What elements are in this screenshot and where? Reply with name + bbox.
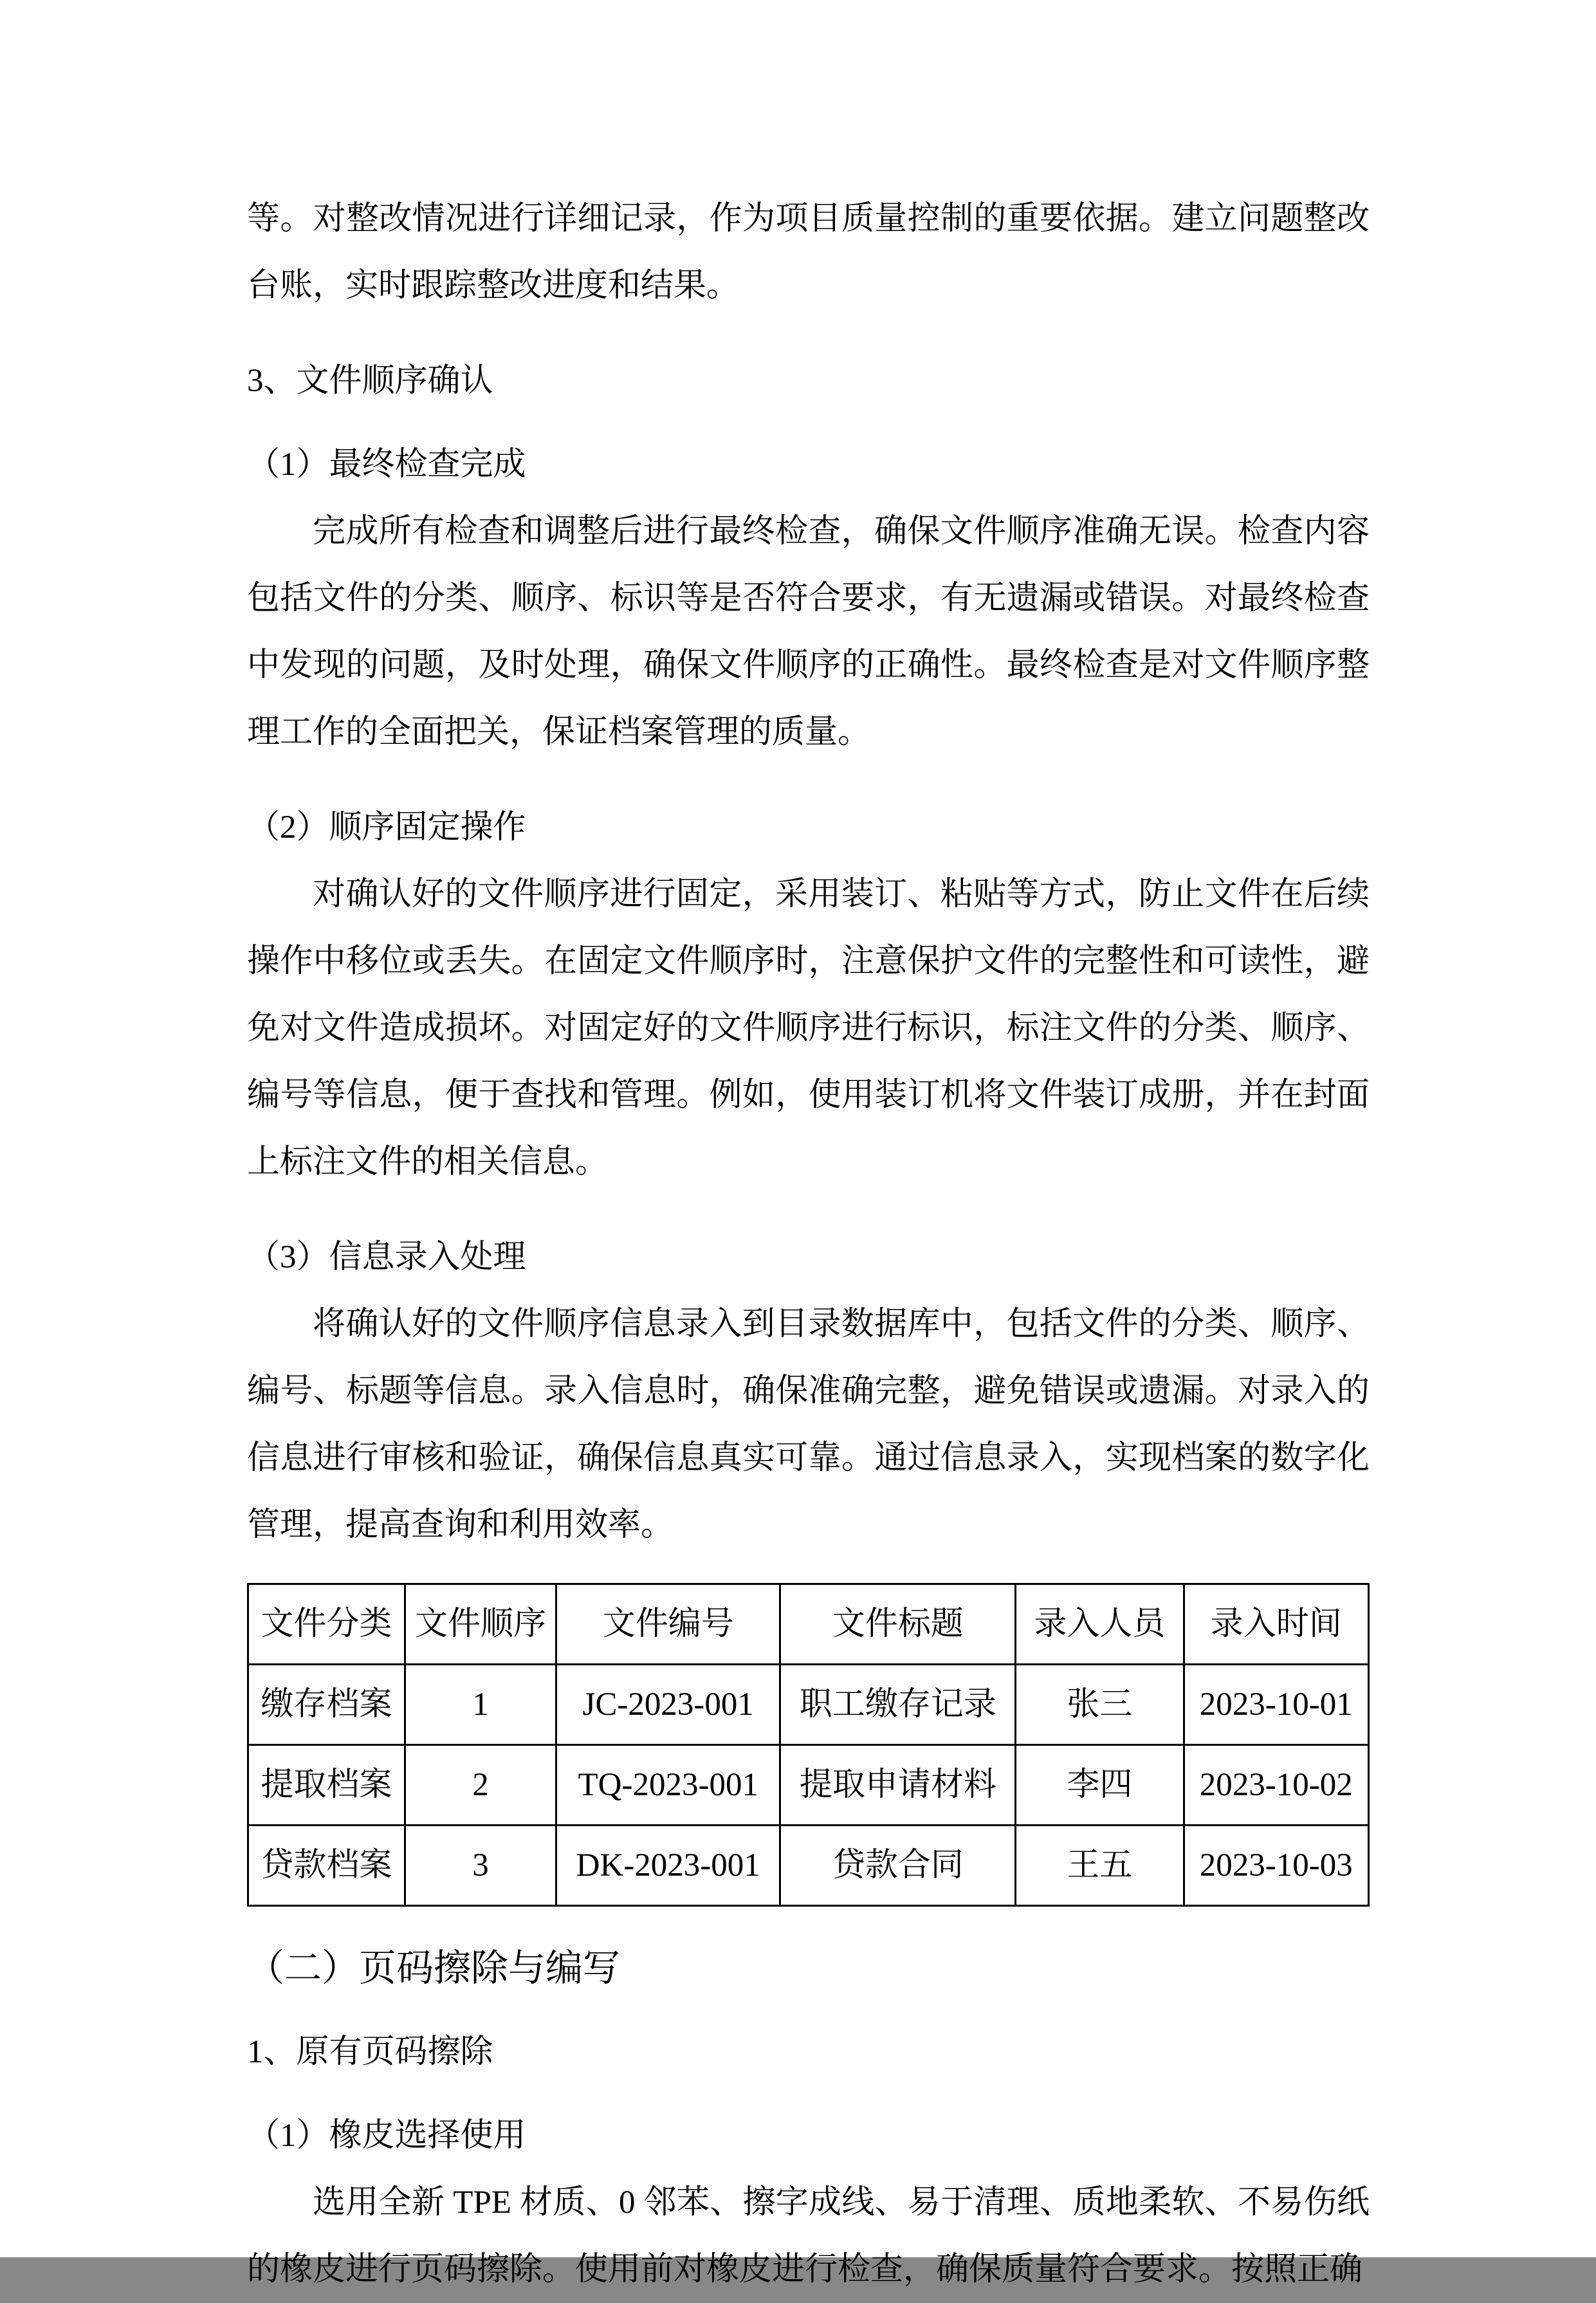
- table-cell: 1: [405, 1665, 556, 1745]
- table-cell: 提取档案: [248, 1745, 405, 1826]
- table-header-cell-entry-time: 录入时间: [1184, 1584, 1368, 1665]
- heading-sub-1-erase-old: 1、原有页码擦除: [247, 2034, 493, 2070]
- table-header-row: [248, 1584, 1369, 1665]
- table-header-cell-order: 文件顺序: [405, 1584, 556, 1665]
- table-cell: 张三: [1016, 1665, 1184, 1745]
- table-cell: JC-2023-001: [556, 1665, 780, 1745]
- table-header-cell-number: 文件编号: [556, 1584, 780, 1665]
- table-cell: 贷款合同: [780, 1826, 1016, 1906]
- table-cell: 2023-10-01: [1184, 1665, 1368, 1745]
- heading-item-1-final-check: （1）最终检查完成: [247, 447, 526, 483]
- table-cell: 2023-10-03: [1184, 1826, 1368, 1906]
- paragraph-item-3-info-entry: 将确认好的文件顺序信息录入到目录数据库中，包括文件的分类、顺序、编号、标题等信息。录入信息时，确保准确完整，避免错误或遗漏。对录入的信息进行审核和验证，确保信息真实可靠。通过信息录入，实现档案的数字化管理，提高查询和利用效率。: [247, 1306, 1370, 1543]
- table-cell: 2: [405, 1745, 556, 1826]
- table-header-cell-title: 文件标题: [780, 1584, 1016, 1665]
- table-cell: 王五: [1016, 1826, 1184, 1906]
- table-cell: 提取申请材料: [780, 1745, 1016, 1826]
- table-cell: TQ-2023-001: [556, 1745, 780, 1826]
- table-cell: DK-2023-001: [556, 1826, 780, 1906]
- paragraph-item-1-final-check: 完成所有检查和调整后进行最终检查，确保文件顺序准确无误。检查内容包括文件的分类、顺序、标识等是否符合要求，有无遗漏或错误。对最终检查中发现的问题，及时处理，确保文件顺序的正确性。最终检查是对文件顺序整理工作的全面把关，保证档案管理的质量。: [247, 513, 1370, 750]
- paragraph-eraser-selection: 选用全新 TPE 材质、0 邻苯、擦字成线、易于清理、质地柔软、不易伤纸的橡皮进行页码擦除。使用前对橡皮进行检查，确保质量符合要求。按照正确: [247, 2185, 1370, 2288]
- paragraph-item-2-order-fixing: 对确认好的文件顺序进行固定，采用装订、粘贴等方式，防止文件在后续操作中移位或丢失。在固定文件顺序时，注意保护文件的完整性和可读性，避免对文件造成损坏。对固定好的文件顺序进行标识，标注文件的分类、顺序、编号等信息，便于查找和管理。例如，使用装订机将文件装订成册，并在封面上标注文件的相关信息。: [247, 876, 1370, 1180]
- table-cell: 2023-10-02: [1184, 1745, 1368, 1826]
- records-table: [247, 1583, 1370, 1907]
- table-cell: 李四: [1016, 1745, 1184, 1826]
- table-cell: 缴存档案: [248, 1665, 405, 1745]
- table-cell: 3: [405, 1826, 556, 1906]
- table-row: [248, 1826, 1369, 1906]
- table-header-cell-entry-person: 录入人员: [1016, 1584, 1184, 1665]
- heading-section-b2-page-numbers: （二）页码擦除与编写: [247, 1947, 621, 1989]
- table-cell: 职工缴存记录: [780, 1665, 1016, 1745]
- table-header-cell-category: 文件分类: [248, 1584, 405, 1665]
- table-row: [248, 1665, 1369, 1745]
- heading-section-3: 3、文件顺序确认: [247, 363, 493, 399]
- heading-item-3-info-entry: （3）信息录入处理: [247, 1239, 526, 1275]
- heading-item-2-order-fixing: （2）顺序固定操作: [247, 809, 526, 846]
- paragraph-rectification-continuation: 等。对整改情况进行详细记录，作为项目质量控制的重要依据。建立问题整改台账，实时跟踪整改进度和结果。: [247, 201, 1370, 304]
- table-cell: 贷款档案: [248, 1826, 405, 1906]
- heading-sub-1-1-eraser-selection: （1）橡皮选择使用: [247, 2118, 526, 2154]
- table-row: [248, 1745, 1369, 1826]
